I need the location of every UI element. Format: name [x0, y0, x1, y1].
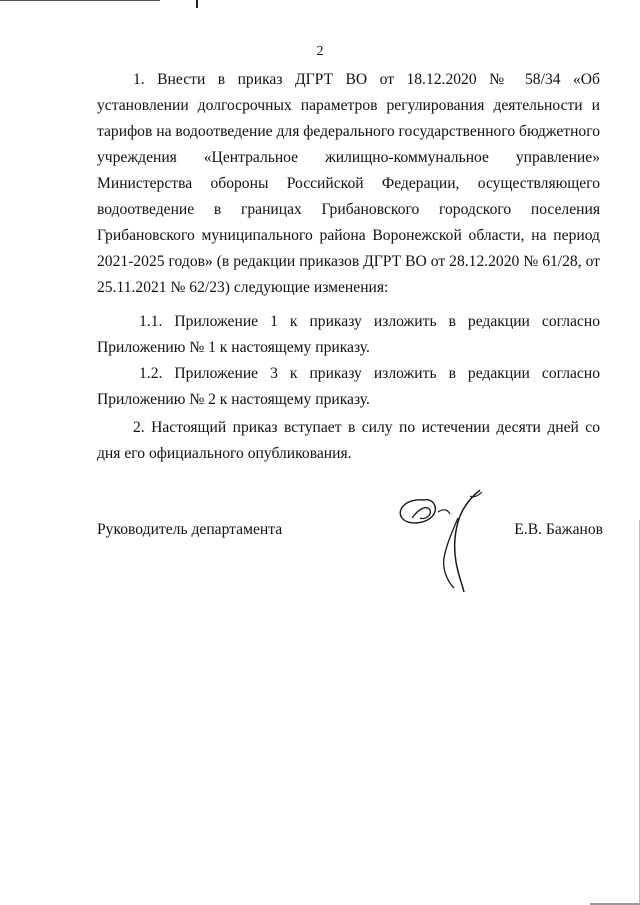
handwritten-signature — [394, 488, 494, 600]
paragraph-1 — [97, 67, 600, 301]
signatory-position: Руководитель департамента — [97, 521, 283, 538]
page-number: 2 — [316, 44, 324, 59]
paragraph-2-text: 2. Настоящий приказ вступает в силу по истечении десяти дней со дня его официального опубликования. — [97, 419, 600, 462]
signature-block — [97, 516, 603, 596]
paragraph-1-2 — [97, 361, 600, 413]
paragraph-1-1-text: 1.1. Приложение 1 к приказу изложить в редакции согласно Приложению № 1 к настоящему приказу. — [97, 313, 600, 356]
paragraph-1-1 — [97, 309, 600, 361]
paragraph-1-2-text: 1.2. Приложение 3 к приказу изложить в редакции согласно Приложению № 2 к настоящему приказу. — [97, 365, 600, 408]
scan-corner-mark — [196, 0, 204, 8]
scan-edge-top — [0, 0, 160, 5]
signatory-name: Е.В. Бажанов — [514, 521, 603, 538]
paragraph-1-text: 1. Внести в приказ ДГРТ ВО от 18.12.2020 № 58/34 «Об установлении долгосрочных параметров регулирования деятельности и тарифов на водоотведение для федерального государственного бюджетного учреждения «Центральное жилищно-коммунальное управление» Министерства обороны Российской Федерации, осуществляющего водоотведение в границах Грибановского городского поселения Грибановского муниципального района Воронежской области, на период 2021-2025 годов» (в редакции приказов ДГРТ ВО от 28.12.2020 № 61/28, от 25.11.2021 № 62/23) следующие изменения: — [97, 71, 601, 296]
paragraph-2 — [97, 415, 600, 467]
